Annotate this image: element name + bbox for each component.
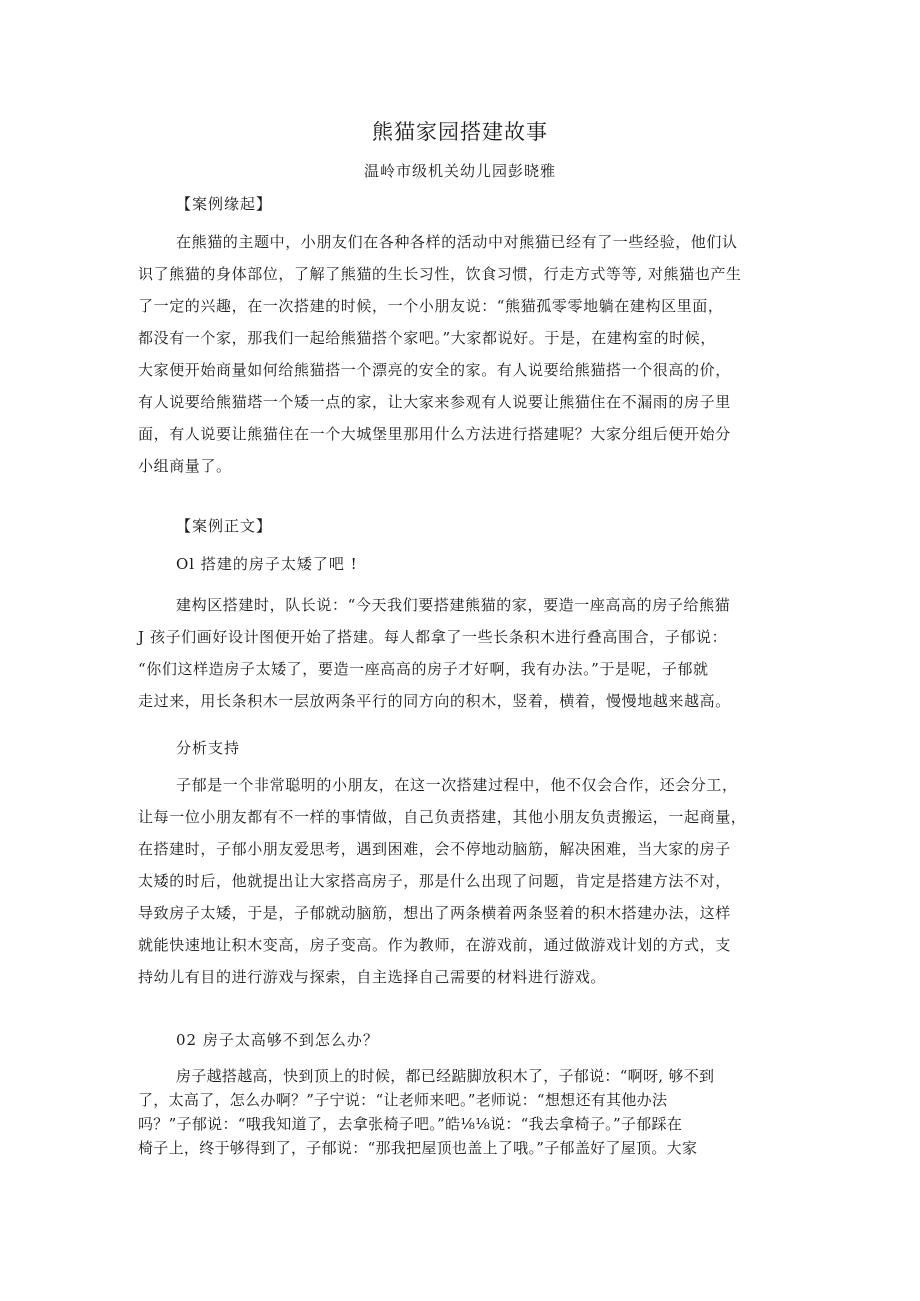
document-title: 熊猫家园搭建故事 [372,120,548,144]
text-line: 建构区搭建时，队长说：“今天我们要搭建熊猫的家，要造一座高高的房子给熊猫 [176,596,731,614]
text-line: 了，太高了，怎么办啊？”子宁说：“让老师来吧。”老师说：“想想还有其他办法 [138,1091,668,1109]
text-line: 有人说要给熊猫塔一个矮一点的家，让大家来参观有人说要让熊猫住在不漏雨的房子里 [138,393,731,411]
text-line: 让每一位小朋友都有不一样的事情做，自己负责搭建，其他小朋友负责搬运，一起商量， [138,808,747,826]
text-line: 椅子上，终于够得到了，子郁说：“那我把屋顶也盖上了哦。”子郁盖好了屋顶。大家 [138,1139,698,1157]
text-line: 小组商量了。 [138,457,232,475]
text-line: 了一定的兴趣，在一次搭建的时候，一个小朋友说：“熊猫孤零零地躺在建构区里面， [138,297,724,315]
text-line: 持幼儿有目的进行游戏与探索，自主选择自己需要的材料进行游戏。 [138,968,607,986]
section-heading-main: 【案例正文】 [176,517,273,535]
text-line: 吗？”子郁说：“哦我知道了，去拿张椅子吧。”皓⅛⅛说：“我去拿椅子。”子郁踩在 [138,1115,683,1133]
subheading-too-high: 02 房子太高够不到怎么办？ [176,1031,379,1049]
section-heading-origin: 【案例缘起】 [176,195,273,213]
text-line: 导致房子太矮，于是，子郁就动脑筋，想出了两条横着两条竖着的积木搭建办法，这样 [138,904,731,922]
text-line: 大家便开始商量如何给熊猫搭一个漂亮的安全的家。有人说要给熊猫搭一个很高的价， [138,361,731,379]
text-line: 子郁是一个非常聪明的小朋友，在这一次搭建过程中，他不仅会合作，还会分工， [176,776,738,794]
text-line: 房子越搭越高，快到顶上的时候，都已经踮脚放积木了，子郁说：“啊呀, 够不到 [176,1067,715,1085]
analysis-heading: 分析支持 [176,739,241,757]
story-paragraph-2 [138,1064,788,1160]
text-line: 在搭建时，子郁小朋友爱思考，遇到困难，会不停地动脑筋，解决困难，当大家的房子 [138,840,731,858]
analysis-paragraph [138,769,788,993]
text-line: 就能快速地让积木变高，房子变高。作为教师，在游戏前，通过做游戏计划的方式，支 [138,936,731,954]
text-line: J 孩子们画好设计图便开始了搭建。每人都拿了一些长条积木进行叠高围合，子郁说： [138,628,728,646]
origin-paragraph [138,226,788,482]
text-line: “你们这样造房子太矮了，要造一座高高的房子才好啊，我有办法。”于是呢，子郁就 [138,660,709,678]
text-line: 都没有一个家，那我们一起给熊猫搭个家吧。”大家都说好。于是，在建构室的时候， [138,329,716,347]
text-line: 在熊猫的主题中，小朋友们在各种各样的活动中对熊猫已经有了一些经验，他们认 [176,233,738,251]
text-line: 太矮的时后，他就提出让大家搭高房子，那是什么出现了问题，肯定是搭建方法不对， [138,872,731,890]
author-line: 温岭市级机关幼儿园彭晓雅 [363,162,556,180]
text-line: 面，有人说要让熊猫住在一个大城堡里那用什么方法进行搭建呢？大家分组后便开始分 [138,425,731,443]
text-line: 识了熊猫的身体部位，了解了熊猫的生长习性，饮食习惯，行走方式等等, 对熊猫也产生 [138,265,742,283]
subheading-too-short: Ol 搭建的房子太矮了吧 ! [176,555,358,573]
story-paragraph-1 [138,589,788,717]
text-line: 走过来，用长条积木一层放两条平行的同方向的积木，竖着，横着，慢慢地越来越高。 [138,692,731,710]
